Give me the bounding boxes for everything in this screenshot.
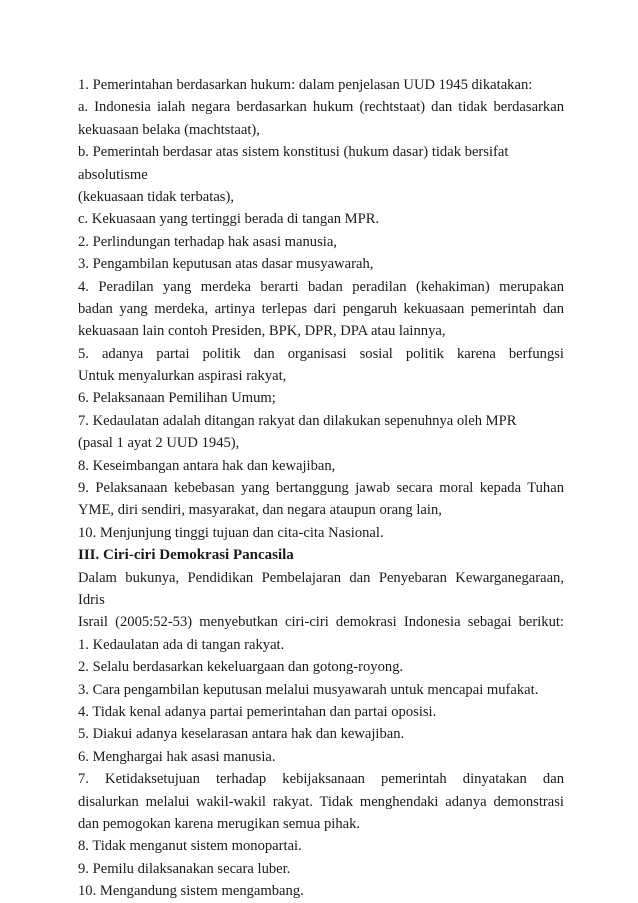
text-line: 6. Pelaksanaan Pemilihan Umum; (78, 390, 276, 407)
text-line: absolutisme (78, 166, 148, 183)
text-line: Idris (78, 591, 105, 608)
text-line: 8. Tidak menganut sistem monopartai. (78, 838, 302, 855)
text-line: 1. Kedaulatan ada di tangan rakyat. (78, 636, 285, 653)
text-line: 2. Selalu berdasarkan kekeluargaan dan gotong-royong. (78, 659, 404, 676)
text-line: 8. Keseimbangan antara hak dan kewajiban, (78, 457, 336, 474)
text-line: Untuk menyalurkan aspirasi rakyat, (78, 368, 287, 385)
text-line: 4. Tidak kenal adanya partai pemerintahan dan partai oposisi. (78, 703, 437, 720)
text-line: disalurkan melalui wakil-wakil rakyat. Tidak menghendaki adanya demonstrasi (78, 793, 564, 810)
text-line: 5. adanya partai politik dan organisasi sosial politik karena berfungsi (78, 345, 564, 362)
text-line: 3. Cara pengambilan keputusan melalui musyawarah untuk mencapai mufakat. (78, 681, 539, 698)
document-page (78, 74, 564, 902)
text-line: 2. Perlindungan terhadap hak asasi manusia, (78, 233, 337, 250)
text-line: 3. Pengambilan keputusan atas dasar musyawarah, (78, 256, 374, 273)
text-line: (kekuasaan tidak terbatas), (78, 188, 234, 205)
text-line: 4. Peradilan yang merdeka berarti badan peradilan (kehakiman) merupakan (78, 278, 564, 295)
text-line: a. Indonesia ialah negara berdasarkan hukum (rechtstaat) dan tidak berdasarkan (78, 99, 564, 116)
text-line: YME, diri sendiri, masyarakat, dan negara ataupun orang lain, (78, 502, 442, 519)
text-line: kekuasaan lain contoh Presiden, BPK, DPR, DPA atau lainnya, (78, 323, 446, 340)
text-line: Dalam bukunya, Pendidikan Pembelajaran dan Penyebaran Kewarganegaraan, (78, 569, 564, 586)
text-line: 6. Menghargai hak asasi manusia. (78, 748, 276, 765)
text-line: 7. Kedaulatan adalah ditangan rakyat dan dilakukan sepenuhnya oleh MPR (78, 412, 517, 429)
text-line: 9. Pelaksanaan kebebasan yang bertanggung jawab secara moral kepada Tuhan (78, 480, 564, 497)
text-line: b. Pemerintah berdasar atas sistem konstitusi (hukum dasar) tidak bersifat (78, 144, 509, 161)
text-line: Israil (2005:52-53) menyebutkan ciri-ciri demokrasi Indonesia sebagai berikut: (78, 614, 564, 631)
text-line: 1. Pemerintahan berdasarkan hukum: dalam penjelasan UUD 1945 dikatakan: (78, 77, 533, 93)
text-line: kekuasaan belaka (machtstaat), (78, 121, 260, 138)
text-line: 7. Ketidaksetujuan terhadap kebijaksanaan pemerintah dinyatakan dan (78, 771, 564, 788)
text-line: badan yang merdeka, artinya terlepas dari pengaruh kekuasaan pemerintah dan (78, 300, 564, 317)
text-line: (pasal 1 ayat 2 UUD 1945), (78, 435, 240, 452)
text-line: c. Kekuasaan yang tertinggi berada di tangan MPR. (78, 211, 380, 228)
text-line: 5. Diakui adanya keselarasan antara hak dan kewajiban. (78, 726, 405, 743)
text-line: dan pemogokan karena merugikan semua pihak. (78, 815, 361, 832)
text-line: 10. Mengandung sistem mengambang. (78, 883, 304, 900)
text-line: 9. Pemilu dilaksanakan secara luber. (78, 860, 291, 877)
section-heading: III. Ciri-ciri Demokrasi Pancasila (78, 547, 294, 564)
text-line: 10. Menjunjung tinggi tujuan dan cita-cita Nasional. (78, 524, 384, 541)
